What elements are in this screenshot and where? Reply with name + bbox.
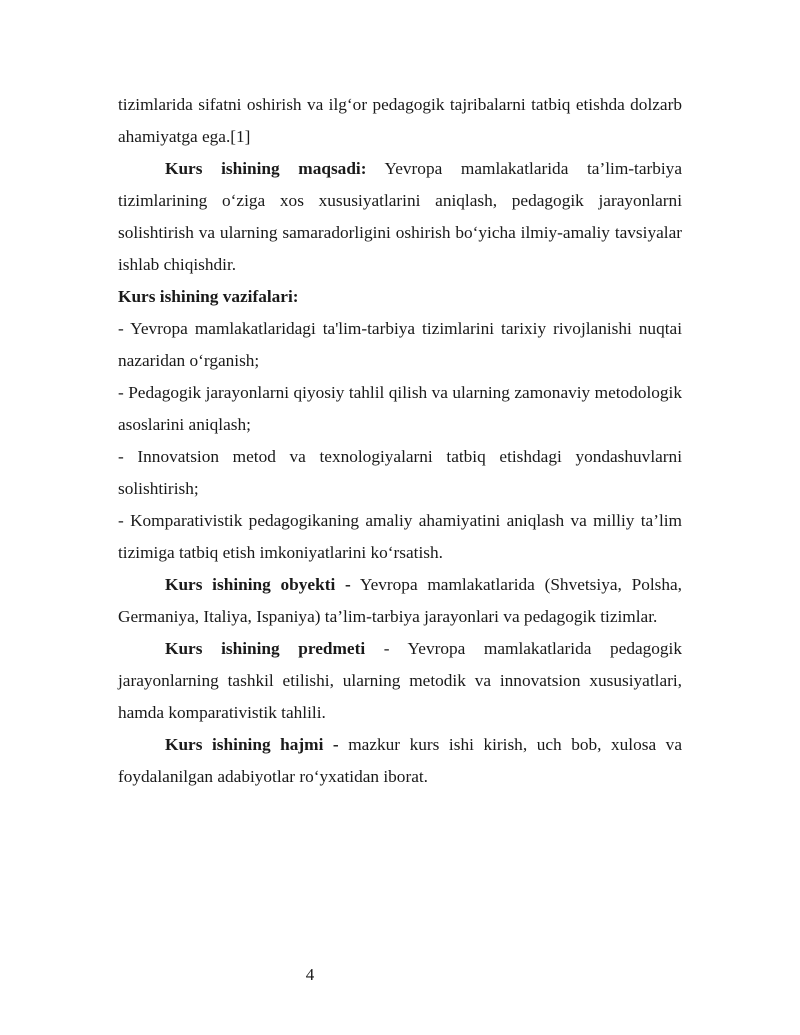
object-label: Kurs ishining obyekti - xyxy=(165,575,351,594)
volume-paragraph xyxy=(118,729,682,793)
tasks-heading: Kurs ishining vazifalari: xyxy=(118,287,299,306)
goal-label: Kurs ishining maqsadi: xyxy=(165,159,367,178)
task-item-3: - Innovatsion metod va texnologiyalarni tatbiq etishdagi yondashuvlarni solishtirish; xyxy=(118,447,682,498)
intro-continuation: tizimlarida sifatni oshirish va ilg‘or pedagogik tajribalarni tatbiq etishda dolzarb ahamiyatga ega.[1] xyxy=(118,95,682,146)
object-text: Yevropa mamlakatlarida (Shvetsiya, Polsha, Germaniya, Italiya, Ispaniya) ta’lim-tarbiya jarayonlari va pedagogik tizimlar. xyxy=(118,575,682,626)
subject-text: - Yevropa mamlakatlarida pedagogik jarayonlarning tashkil etilishi, ularning metodik va innovatsion xususiyatlari, hamda komparativistik tahlili. xyxy=(118,639,682,722)
task-item-1: - Yevropa mamlakatlaridagi ta'lim-tarbiya tizimlarini tarixiy rivojlanishi nuqtai nazaridan o‘rganish; xyxy=(118,319,682,370)
task-item-4: - Komparativistik pedagogikaning amaliy ahamiyatini aniqlash va milliy ta’lim tizimiga tatbiq etish imkoniyatlarini ko‘rsatish. xyxy=(118,511,682,562)
document-body xyxy=(118,89,682,793)
goal-paragraph xyxy=(118,153,682,281)
subject-label: Kurs ishining predmeti xyxy=(165,639,366,658)
task-item-2: - Pedagogik jarayonlarni qiyosiy tahlil qilish va ularning zamonaviy metodologik asoslarini aniqlash; xyxy=(118,383,682,434)
volume-text: mazkur kurs ishi kirish, uch bob, xulosa va foydalanilgan adabiyotlar ro‘yxatidan iborat. xyxy=(118,735,682,786)
subject-paragraph xyxy=(118,633,682,729)
page-number: 4 xyxy=(305,965,315,984)
object-paragraph xyxy=(118,569,682,633)
goal-text: Yevropa mamlakatlarida ta’lim-tarbiya tizimlarining o‘ziga xos xususiyatlarini aniqlash, pedagogik jarayonlarni solishtirish va ularning samaradorligini oshirish bo‘yicha ilmiy-amaliy tavsiyalar ishlab chiqishdir. xyxy=(118,159,682,274)
volume-label: Kurs ishining hajmi - xyxy=(165,735,339,754)
